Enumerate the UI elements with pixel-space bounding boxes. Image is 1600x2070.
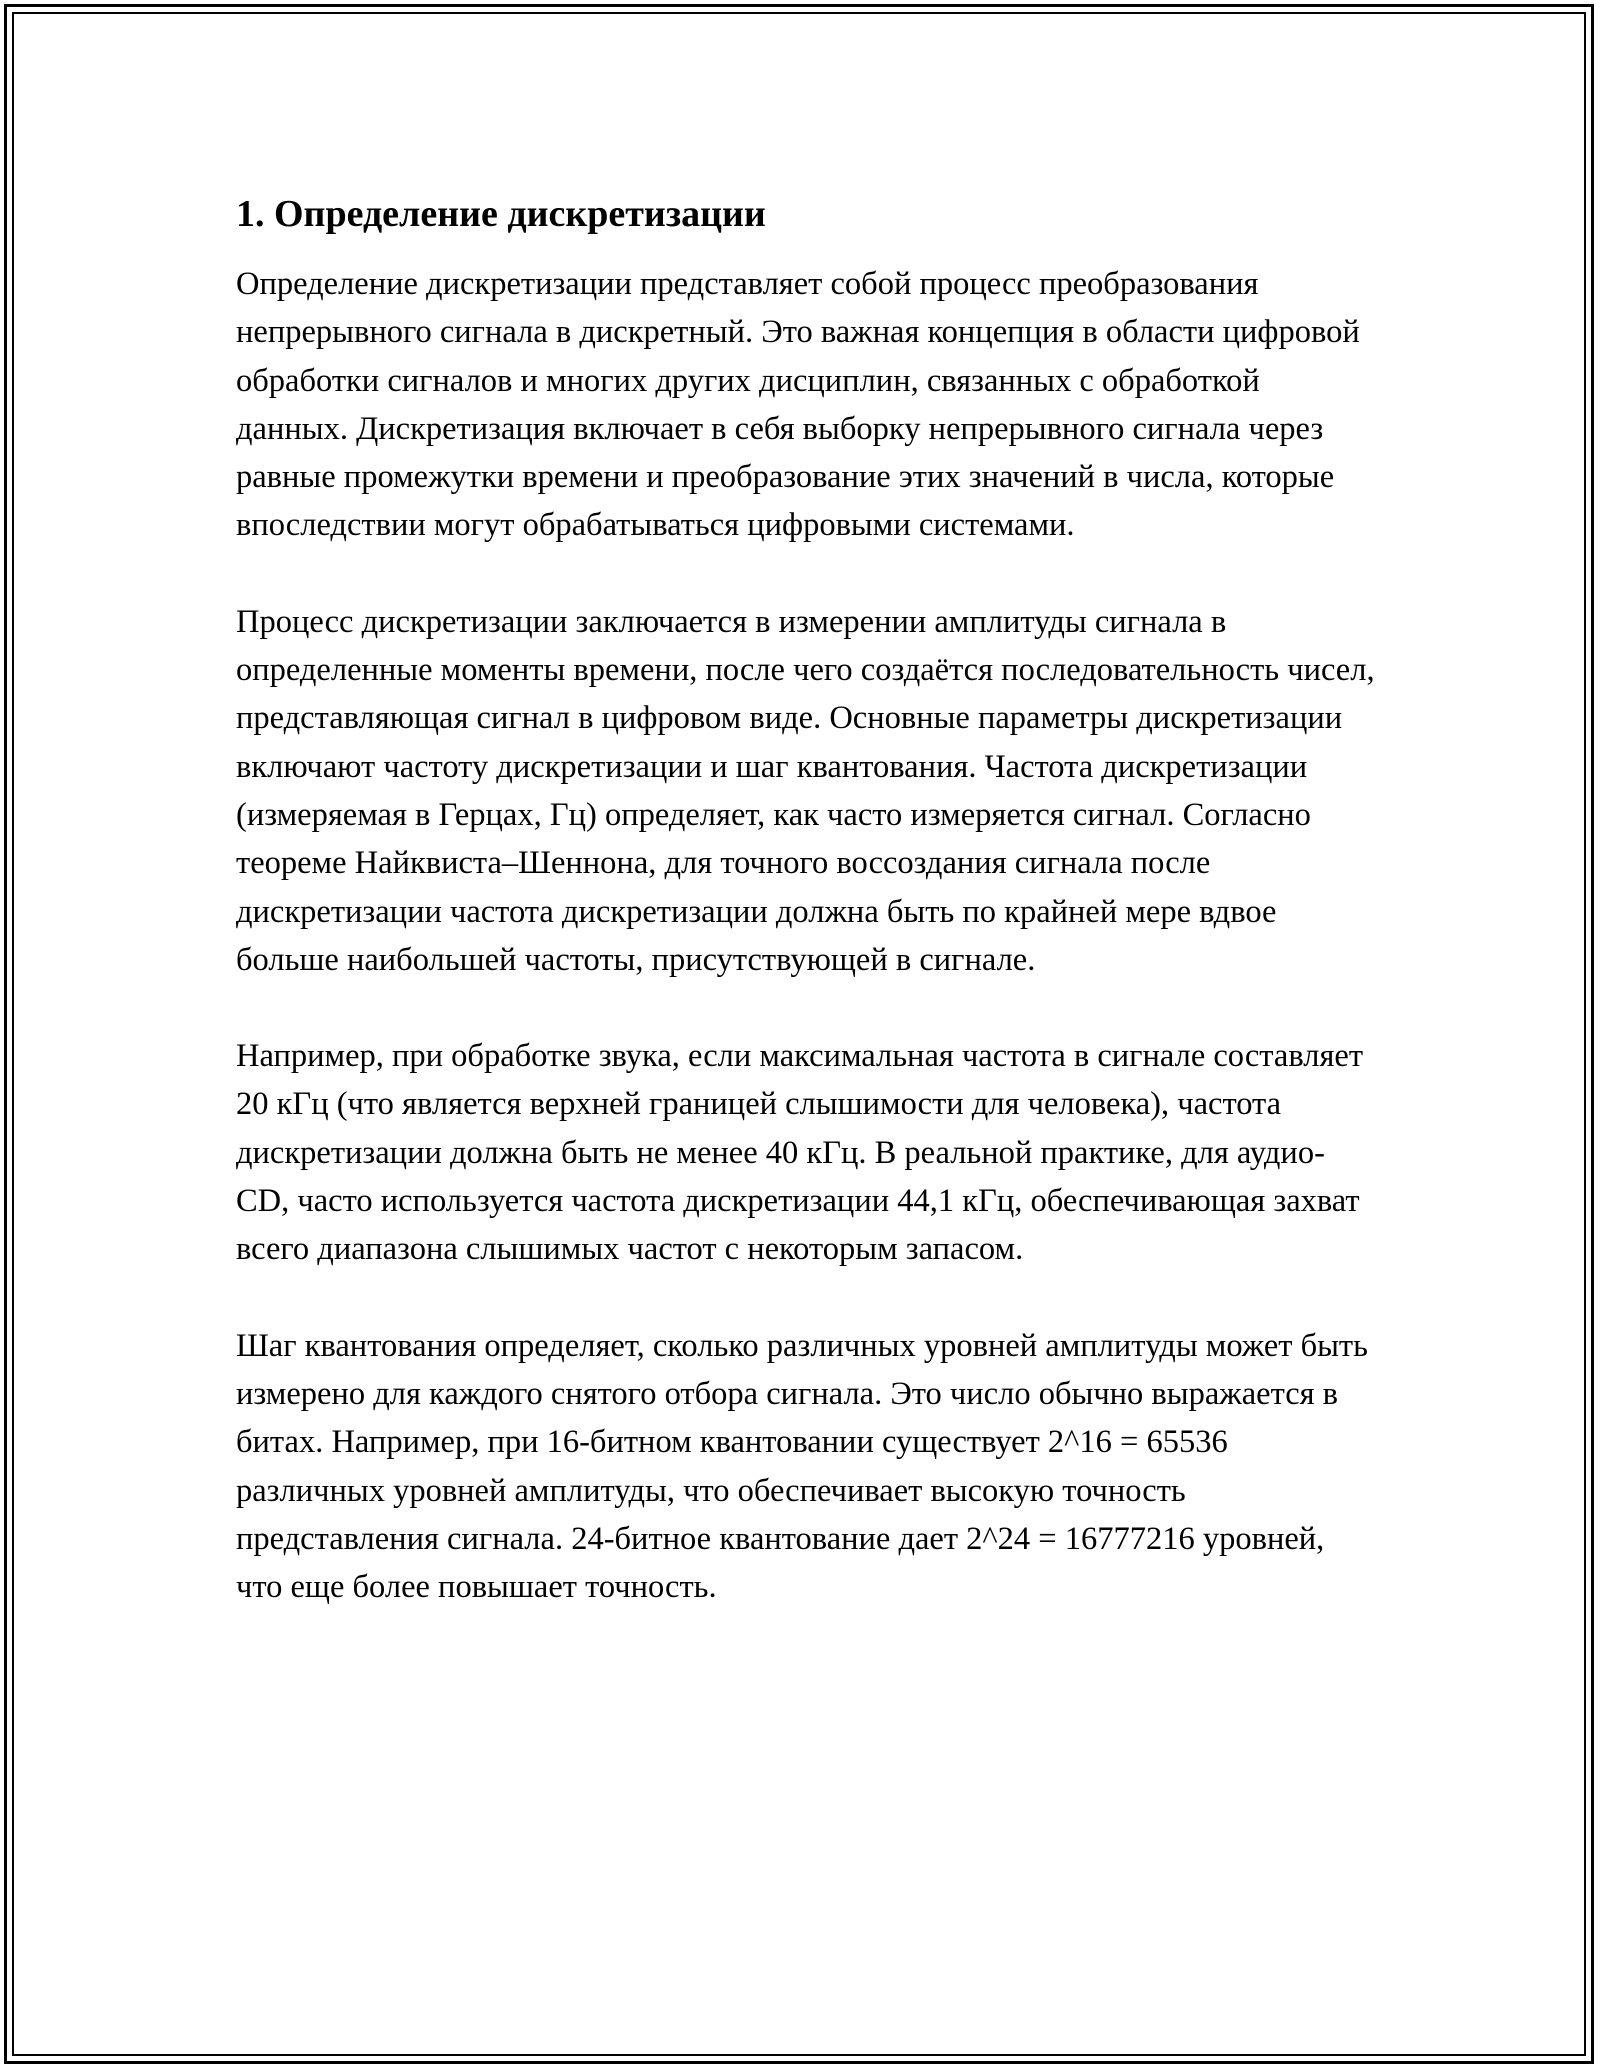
paragraph-quantization: Шаг квантования определяет, сколько различных уровней амплитуды может быть измерено для каждого снятого отбора сигнала. Это число обычно выражается в битах. Например, при 16-битном квантовании существует 2^16 = 65536 различных уровней амплитуды, что обеспечивает высокую точность представления сигнала. 24-битное квантование дает 2^24 = 16777216 уровней, что еще более повышает точность. — [236, 1327, 1368, 1606]
paragraph-definition: Определение дискретизации представляет собой процесс преобразования непрерывного сигнала в дискретный. Это важная концепция в области цифровой обработки сигналов и многих других дисциплин, связанных с обработкой данных. Дискретизация включает в себя выборку непрерывного сигнала через равные промежутки времени и преобразование этих значений в числа, которые впоследствии могут обрабатываться цифровыми системами. — [236, 266, 1360, 544]
document-body — [236, 188, 1376, 1611]
paragraph-process: Процесс дискретизации заключается в измерении амплитуды сигнала в определенные моменты времени, после чего создаётся последовательность чисел, представляющая сигнал в цифровом виде. Основные параметры дискретизации включают частоту дискретизации и шаг квантования. Частота дискретизации (измеряемая в Герцах, Гц) определяет, как часто измеряется сигнал. Согласно теореме Найквиста–Шеннона, для точного воссоздания сигнала после дискретизации частота дискретизации должна быть по крайней мере вдвое больше наибольшей частоты, присутствующей в сигнале. — [236, 603, 1375, 978]
paragraph-example: Например, при обработке звука, если максимальная частота в сигнале составляет 20 кГц (что является верхней границей слышимости для человека), частота дискретизации должна быть не менее 40 кГц. В реальной практике, для аудио-CD, часто используется частота дискретизации 44,1 кГц, обеспечивающая захват всего диапазона слышимых частот с некоторым запасом. — [236, 1038, 1364, 1268]
section-heading: 1. Определение дискретизации — [236, 193, 766, 235]
